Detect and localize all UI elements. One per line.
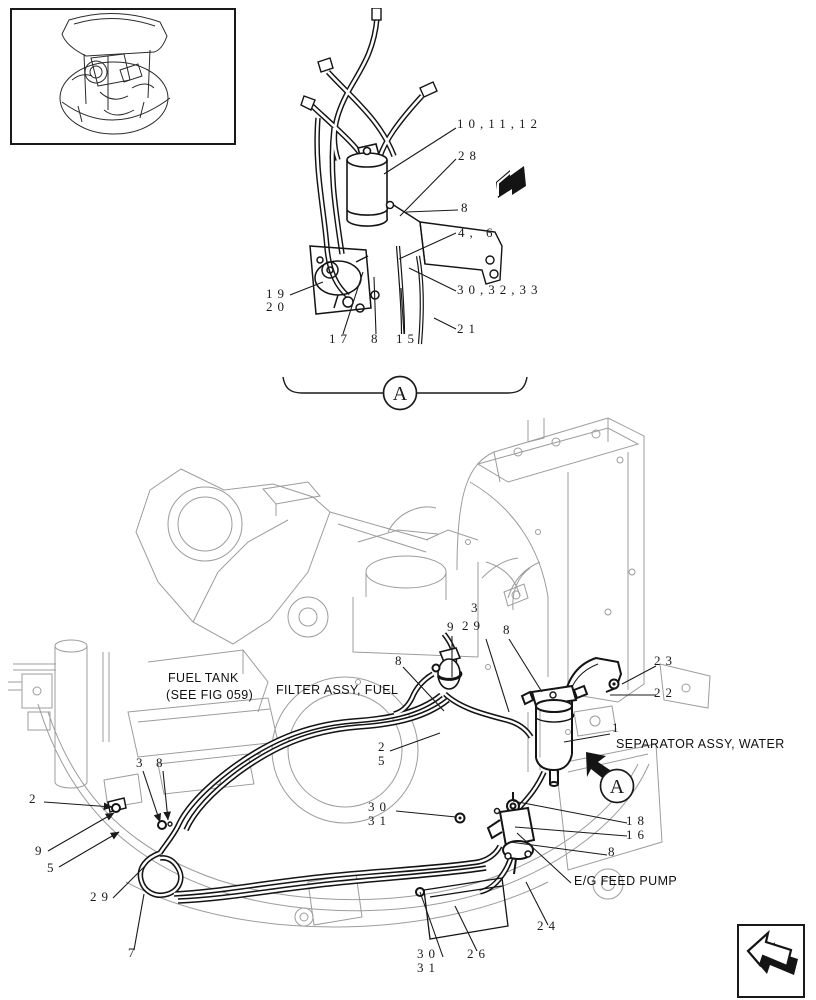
callout-23: 23 <box>654 653 677 668</box>
callout-31-bottom: 31 <box>417 960 440 975</box>
callout-18: 18 <box>626 813 649 828</box>
callout-26: 26 <box>467 946 490 961</box>
right-3d-arrow-icon <box>496 166 526 198</box>
callout-28: 28 <box>458 148 481 163</box>
callout-10-11-12: 10,11,12 <box>457 116 543 131</box>
fuel-tank-label-line1: FUEL TANK <box>168 671 239 685</box>
callout-2-left: 2 <box>29 791 41 806</box>
callout-9-main: 9 <box>447 619 459 634</box>
up-left-3d-arrow-icon <box>739 926 799 992</box>
corner-arrow-box <box>737 924 805 998</box>
callout-24: 24 <box>537 918 560 933</box>
callout-8-left: 8 <box>156 755 168 770</box>
callout-8-separator: 8 <box>503 622 515 637</box>
filter-assy-label: FILTER ASSY, FUEL <box>276 683 399 697</box>
callout-8-main: 8 <box>395 653 407 668</box>
callout-9-left: 9 <box>35 843 47 858</box>
callout-7: 7 <box>128 945 140 960</box>
callout-17: 17 <box>329 331 352 346</box>
callout-22: 22 <box>654 685 677 700</box>
callout-16: 16 <box>626 827 649 842</box>
callout-3-left: 3 <box>136 755 148 770</box>
callout-29-main: 29 <box>462 618 485 633</box>
callout-29-left: 29 <box>90 889 113 904</box>
callout-30-mid: 30 <box>368 799 391 814</box>
callout-8-detail: 8 <box>461 200 473 215</box>
callout-30-32-33: 30,32,33 <box>457 282 543 297</box>
callout-2-mid: 2 <box>378 739 390 754</box>
callout-21: 21 <box>457 321 480 336</box>
callout-19: 19 <box>266 286 289 301</box>
section-a-label: A <box>392 383 408 405</box>
callout-20: 20 <box>266 299 289 314</box>
callout-5-left: 5 <box>47 860 59 875</box>
view-a-label: A <box>609 776 625 798</box>
callout-3-main: 3 <box>471 600 483 615</box>
callout-1: 1 <box>612 720 624 735</box>
callout-15: 15 <box>396 331 419 346</box>
callout-31-mid: 31 <box>368 813 391 828</box>
callout-4-6: 4, 6 <box>458 225 498 240</box>
callout-30-bottom: 30 <box>417 946 440 961</box>
fuel-tank-label-line2: (SEE FIG 059) <box>166 688 254 702</box>
callout-8-pump: 8 <box>608 844 620 859</box>
callout-8-detail-2: 8 <box>371 331 383 346</box>
separator-assy-label: SEPARATOR ASSY, WATER <box>616 737 785 751</box>
callout-5-mid: 5 <box>378 753 390 768</box>
feed-pump-label: E/G FEED PUMP <box>574 874 678 888</box>
